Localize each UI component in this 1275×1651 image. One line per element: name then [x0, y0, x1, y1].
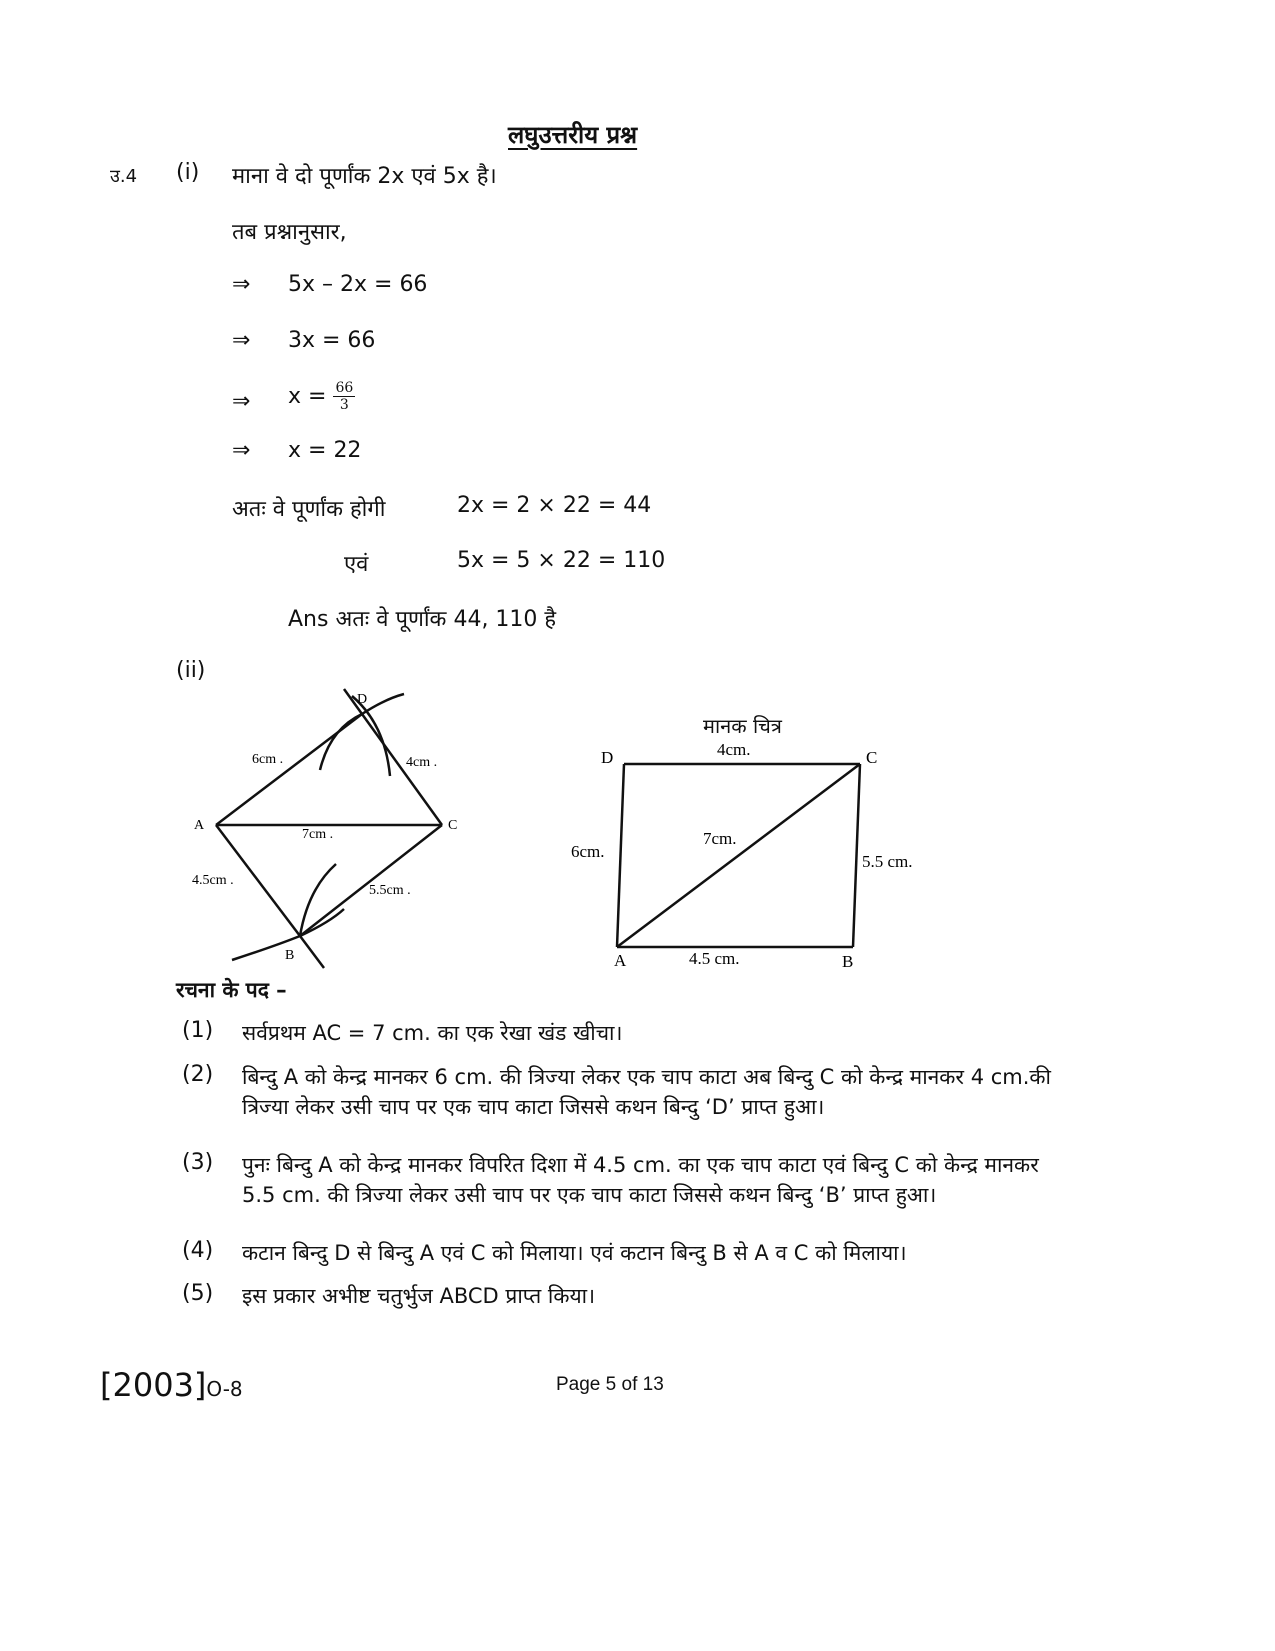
implies-arrow: ⇒	[232, 272, 251, 297]
equation-3	[288, 380, 355, 413]
equation-4: x = 22	[288, 438, 362, 463]
fraction	[333, 380, 355, 413]
length-ad: 6cm .	[252, 752, 284, 767]
edge-cb	[853, 764, 860, 947]
point-label-c: C	[448, 818, 458, 833]
point-label-d: D	[357, 692, 368, 707]
step-text: इस प्रकार अभीष्ट चतुर्भुज ABCD प्राप्त किया।	[242, 1284, 596, 1308]
std-length-ac: 7cm.	[703, 829, 737, 848]
part-i-line1: माना वे दो पूर्णांक 2x एवं 5x है।	[232, 164, 497, 189]
part-ii-label: (ii)	[176, 658, 206, 683]
step-number: (5)	[182, 1281, 214, 1306]
std-point-label-c: C	[866, 748, 878, 767]
steps-heading: रचना के पद –	[176, 978, 287, 1002]
length-dc: 4cm .	[406, 755, 438, 770]
answer-line: Ans अतः वे पूर्णांक 44, 110 है	[288, 607, 557, 632]
result-label: अतः वे पूर्णांक होगी	[232, 497, 386, 522]
question-number: उ.4	[110, 166, 138, 187]
section-heading: लघुउत्तरीय प्रश्न	[508, 121, 638, 149]
implies-arrow: ⇒	[232, 328, 251, 353]
std-length-ab: 4.5 cm.	[689, 949, 740, 968]
length-ac: 7cm .	[302, 827, 334, 842]
std-point-label-a: A	[614, 951, 627, 970]
length-bc: 5.5cm .	[369, 883, 411, 898]
std-length-cb: 5.5 cm.	[862, 852, 913, 871]
step-text: सर्वप्रथम AC = 7 cm. का एक रेखा खंड खीचा।	[242, 1021, 623, 1045]
edge-ad	[617, 764, 624, 947]
step-text: पुनः बिन्दु A को केन्द्र मानकर विपरित दिशा में 4.5 cm. का एक चाप काटा एवं बिन्दु C को केन्द्र मानकर 5.5 cm. की त्रिज्या लेकर उसी चाप पर एक चाप काटा जिससे कथन बिन्दु ‘B’ प्राप्त हुआ।	[242, 1153, 1039, 1207]
result-1: 2x = 2 × 22 = 44	[457, 493, 652, 518]
implies-arrow: ⇒	[232, 438, 251, 463]
fraction-denominator: 3	[339, 397, 349, 413]
std-length-ad: 6cm.	[571, 842, 605, 861]
implies-arrow: ⇒	[232, 389, 251, 414]
and-label: एवं	[344, 552, 369, 577]
point-label-b: B	[285, 948, 295, 963]
std-point-label-b: B	[842, 952, 854, 971]
fraction-numerator: 66	[335, 380, 354, 396]
length-ab: 4.5cm .	[192, 873, 234, 888]
step-number: (4)	[182, 1238, 214, 1263]
step-number: (1)	[182, 1018, 214, 1043]
paper-code-suffix: O-8	[206, 1377, 243, 1401]
std-point-label-d: D	[601, 748, 614, 767]
point-label-a: A	[194, 818, 205, 833]
diagonal-ac	[617, 764, 860, 947]
result-2: 5x = 5 × 22 = 110	[457, 548, 666, 573]
standard-figure-title: मानक चित्र	[703, 714, 782, 738]
step-text: बिन्दु A को केन्द्र मानकर 6 cm. की त्रिज्या लेकर एक चाप काटा अब बिन्दु C को केन्द्र मानकर 4 cm.की त्रिज्या लेकर उसी चाप पर एक चाप काटा जिससे कथन बिन्दु ‘D’ प्राप्त हुआ।	[242, 1065, 1051, 1119]
extension-b	[300, 936, 324, 968]
construction-diagram	[180, 684, 490, 974]
arc-b-from-c	[300, 864, 336, 936]
equation-2: 3x = 66	[288, 328, 376, 353]
equation-1: 5x – 2x = 66	[288, 272, 428, 297]
page-number: Page 5 of 13	[556, 1374, 664, 1395]
step-text: कटान बिन्दु D से बिन्दु A एवं C को मिलाया। एवं कटान बिन्दु B से A व C को मिलाया।	[242, 1241, 907, 1265]
paper-code-main: [2003]	[100, 1366, 207, 1404]
part-i-label: (i)	[176, 160, 200, 185]
paper-code	[100, 1366, 243, 1404]
standard-figure	[560, 740, 940, 980]
equation-3-prefix: x =	[288, 384, 327, 409]
step-number: (3)	[182, 1150, 214, 1175]
std-length-dc: 4cm.	[717, 740, 751, 759]
part-i-line2: तब प्रश्नानुसार,	[232, 220, 347, 245]
step-number: (2)	[182, 1062, 214, 1087]
